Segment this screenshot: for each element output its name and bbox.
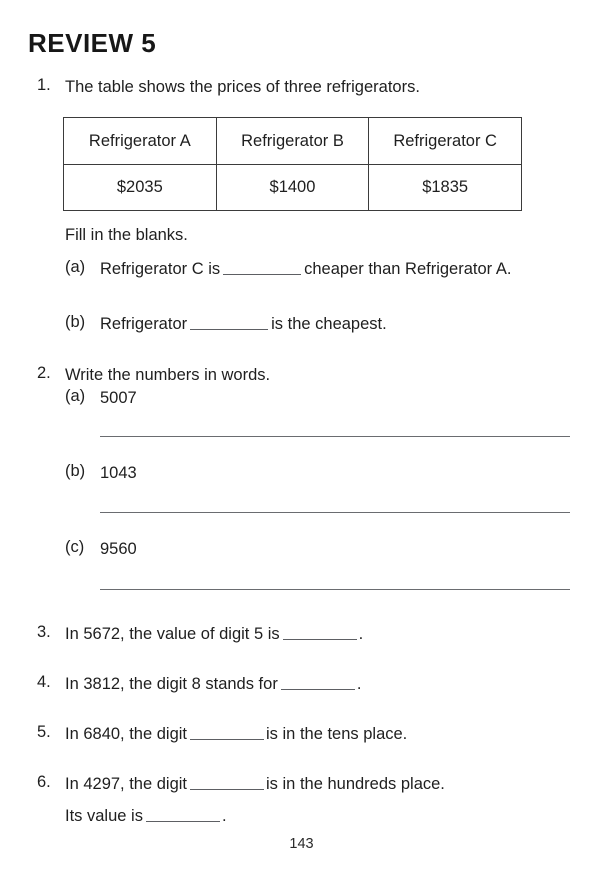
question-5-number: 5. [37,723,51,741]
part-b-text-before: Refrigerator [100,315,188,333]
table-cell-price: $1400 [216,165,369,211]
question-4-number: 4. [37,673,51,691]
question-2-number: 2. [37,364,51,382]
table-cell-price: $2035 [64,165,217,211]
question-6-number: 6. [37,773,51,791]
question-4-text-after: . [356,675,362,693]
question-1-number: 1. [37,76,51,94]
answer-blank[interactable] [223,261,301,275]
question-2-part-b [65,462,137,485]
question-4-text-before: In 3812, the digit 8 stands for [65,675,278,693]
table-header-row [64,118,522,165]
answer-line[interactable] [100,589,570,590]
question-1 [37,76,577,99]
page-title: REVIEW 5 [28,28,157,58]
question-3-text-before: In 5672, the value of digit 5 is [65,625,280,643]
question-5 [37,723,577,746]
part-label-b: (b) [65,313,86,331]
answer-line[interactable] [100,436,570,437]
question-5-text [65,723,407,746]
question-4 [37,673,577,696]
table-row [64,165,522,211]
part-label-c: (c) [65,538,85,556]
question-5-text-after: is in the tens place. [266,725,408,743]
question-1-part-b [65,313,565,336]
answer-blank[interactable] [281,676,355,690]
question-3-number: 3. [37,623,51,641]
part-b-text-after: is the cheapest. [271,315,387,333]
part-a-text [100,258,511,281]
part-b-text [100,313,387,336]
part-b-number: 1043 [100,464,137,482]
question-2-part-c [65,538,137,561]
question-6-line2-before: Its value is [65,807,143,825]
question-6-text [65,773,445,796]
answer-blank[interactable] [190,726,264,740]
question-2-prompt: Write the numbers in words. [65,366,271,384]
question-6 [37,773,582,796]
question-1-prompt: The table shows the prices of three refrigerators. [65,78,420,96]
answer-blank[interactable] [146,808,220,822]
question-1-instruction [65,224,188,247]
question-2 [37,364,577,387]
answer-line[interactable] [100,512,570,513]
question-3 [37,623,577,646]
question-4-text [65,673,361,696]
page-number: 143 [289,836,314,852]
table-header-cell: Refrigerator B [216,118,369,165]
question-3-text [65,623,363,646]
part-label-a: (a) [65,387,86,405]
answer-blank[interactable] [190,776,264,790]
part-a-number: 5007 [100,389,137,407]
question-1-part-a [65,258,565,281]
question-6-line2-after: . [221,807,227,825]
question-2-part-a [65,387,137,410]
question-6-text-before: In 4297, the digit [65,775,188,793]
part-a-text-after: cheaper than Refrigerator A. [304,260,512,278]
table-cell-price: $1835 [369,165,522,211]
question-3-text-after: . [358,625,364,643]
answer-blank[interactable] [283,626,357,640]
part-c-number: 9560 [100,540,137,558]
part-label-b: (b) [65,462,86,480]
question-5-text-before: In 6840, the digit [65,725,188,743]
part-a-text-before: Refrigerator C is [100,260,221,278]
fill-in-blanks-label: Fill in the blanks. [65,226,188,244]
table-header-cell: Refrigerator C [369,118,522,165]
answer-blank[interactable] [190,316,268,330]
question-6-line-2 [65,805,565,828]
part-label-a: (a) [65,258,86,276]
question-6-value-text [65,805,227,828]
table-header-cell: Refrigerator A [64,118,217,165]
question-6-text-after: is in the hundreds place. [266,775,445,793]
refrigerator-price-table [63,117,522,211]
